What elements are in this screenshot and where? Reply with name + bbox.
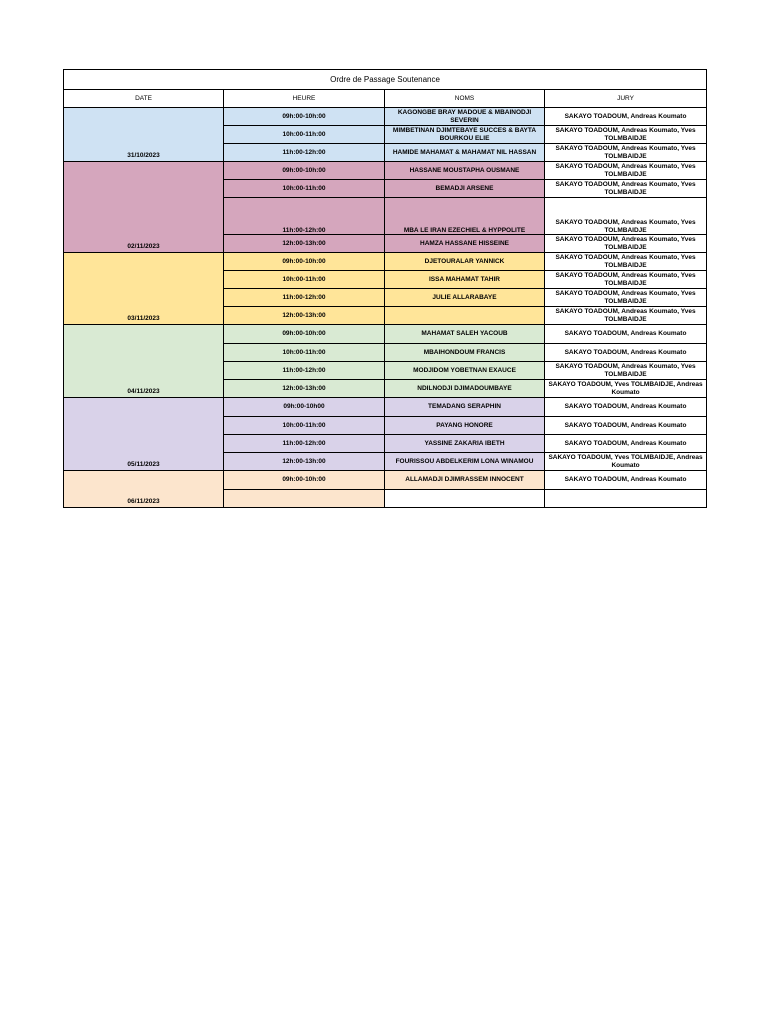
date-cell: 04/11/2023 (64, 325, 224, 398)
title-row (64, 70, 707, 90)
noms-cell: KAGONGBE BRAY MADOUE & MBAINODJI SEVERIN (385, 108, 545, 126)
heure-cell: 11h:00-12h:00 (224, 362, 385, 380)
noms-cell: HAMIDE MAHAMAT & MAHAMAT NIL HASSAN (385, 144, 545, 162)
heure-cell: 11h:00-12h:00 (224, 198, 385, 235)
noms-cell: NDILNODJI DJIMADOUMBAYE (385, 380, 545, 398)
noms-cell: DJETOURALAR YANNICK (385, 253, 545, 271)
date-cell: 05/11/2023 (64, 398, 224, 471)
heure-cell: 11h:00-12h:00 (224, 435, 385, 453)
noms-cell: BEMADJI ARSENE (385, 180, 545, 198)
date-cell: 02/11/2023 (64, 162, 224, 253)
noms-cell (385, 490, 545, 508)
table-row (64, 162, 707, 180)
heure-cell: 12h:00-13h:00 (224, 235, 385, 253)
jury-cell: SAKAYO TOADOUM, Andreas Koumato, Yves TOLMBAIDJE (545, 180, 707, 198)
noms-cell: PAYANG HONORE (385, 417, 545, 435)
noms-cell: ISSA MAHAMAT TAHIR (385, 271, 545, 289)
noms-cell: MODJIDOM YOBETNAN EXAUCE (385, 362, 545, 380)
noms-cell: MAHAMAT SALEH YACOUB (385, 325, 545, 344)
noms-cell: MBA LE IRAN EZECHIEL & HYPPOLITE (385, 198, 545, 235)
heure-cell: 12h:00-13h:00 (224, 453, 385, 471)
heure-cell: 10h:00-11h:00 (224, 271, 385, 289)
jury-cell: SAKAYO TOADOUM, Andreas Koumato (545, 108, 707, 126)
noms-cell: MBAIHONDOUM FRANCIS (385, 344, 545, 362)
jury-cell: SAKAYO TOADOUM, Andreas Koumato, Yves TOLMBAIDJE (545, 198, 707, 235)
jury-cell (545, 490, 707, 508)
heure-cell: 10h:00-11h:00 (224, 126, 385, 144)
heure-cell: 10h:00-11h:00 (224, 344, 385, 362)
jury-cell: SAKAYO TOADOUM, Andreas Koumato, Yves TOLMBAIDJE (545, 271, 707, 289)
jury-cell: SAKAYO TOADOUM, Andreas Koumato (545, 417, 707, 435)
jury-cell: SAKAYO TOADOUM, Yves TOLMBAIDJE, Andreas Koumato (545, 453, 707, 471)
noms-cell: TEMADANG SERAPHIN (385, 398, 545, 417)
jury-cell: SAKAYO TOADOUM, Andreas Koumato (545, 435, 707, 453)
schedule-table (63, 69, 707, 508)
table-row (64, 325, 707, 344)
jury-cell: SAKAYO TOADOUM, Andreas Koumato, Yves TOLMBAIDJE (545, 253, 707, 271)
header-date: DATE (64, 90, 224, 108)
header-jury: JURY (545, 90, 707, 108)
heure-cell: 09h:00-10h:00 (224, 471, 385, 490)
noms-cell: ALLAMADJI DJIMRASSEM INNOCENT (385, 471, 545, 490)
heure-cell: 11h:00-12h:00 (224, 289, 385, 307)
heure-cell: 09h:00-10h:00 (224, 325, 385, 344)
noms-cell: MIMBETINAN DJIMTEBAYE SUCCES & BAYTA BOURKOU ELIE (385, 126, 545, 144)
jury-cell: SAKAYO TOADOUM, Andreas Koumato (545, 398, 707, 417)
jury-cell: SAKAYO TOADOUM, Andreas Koumato, Yves TOLMBAIDJE (545, 126, 707, 144)
noms-cell: HAMZA HASSANE HISSEINE (385, 235, 545, 253)
jury-cell: SAKAYO TOADOUM, Andreas Koumato (545, 344, 707, 362)
jury-cell: SAKAYO TOADOUM, Andreas Koumato, Yves TOLMBAIDJE (545, 235, 707, 253)
heure-cell: 09h:00-10h00 (224, 398, 385, 417)
table-title: Ordre de Passage Soutenance (64, 70, 707, 90)
heure-cell (224, 490, 385, 508)
noms-cell: JULIE ALLARABAYE (385, 289, 545, 307)
table-row (64, 108, 707, 126)
noms-cell (385, 307, 545, 325)
jury-cell: SAKAYO TOADOUM, Andreas Koumato, Yves TOLMBAIDJE (545, 362, 707, 380)
heure-cell: 12h:00-13h:00 (224, 380, 385, 398)
jury-cell: SAKAYO TOADOUM, Yves TOLMBAIDJE, Andreas Koumato (545, 380, 707, 398)
header-heure: HEURE (224, 90, 385, 108)
table-row (64, 253, 707, 271)
jury-cell: SAKAYO TOADOUM, Andreas Koumato, Yves TOLMBAIDJE (545, 162, 707, 180)
noms-cell: FOURISSOU ABDELKERIM LONA WINAMOU (385, 453, 545, 471)
heure-cell: 09h:00-10h:00 (224, 108, 385, 126)
heure-cell: 11h:00-12h:00 (224, 144, 385, 162)
heure-cell: 10h:00-11h:00 (224, 180, 385, 198)
jury-cell: SAKAYO TOADOUM, Andreas Koumato, Yves TOLMBAIDJE (545, 307, 707, 325)
jury-cell: SAKAYO TOADOUM, Andreas Koumato (545, 325, 707, 344)
heure-cell: 10h:00-11h:00 (224, 417, 385, 435)
jury-cell: SAKAYO TOADOUM, Andreas Koumato, Yves TOLMBAIDJE (545, 144, 707, 162)
jury-cell: SAKAYO TOADOUM, Andreas Koumato (545, 471, 707, 490)
jury-cell: SAKAYO TOADOUM, Andreas Koumato, Yves TOLMBAIDJE (545, 289, 707, 307)
heure-cell: 09h:00-10h:00 (224, 162, 385, 180)
table-row (64, 471, 707, 490)
date-cell: 03/11/2023 (64, 253, 224, 325)
noms-cell: YASSINE ZAKARIA IBETH (385, 435, 545, 453)
noms-cell: HASSANE MOUSTAPHA OUSMANE (385, 162, 545, 180)
heure-cell: 12h:00-13h:00 (224, 307, 385, 325)
header-row (64, 90, 707, 108)
date-cell: 31/10/2023 (64, 108, 224, 162)
header-noms: NOMS (385, 90, 545, 108)
table-row (64, 398, 707, 417)
date-cell: 06/11/2023 (64, 471, 224, 508)
heure-cell: 09h:00-10h:00 (224, 253, 385, 271)
